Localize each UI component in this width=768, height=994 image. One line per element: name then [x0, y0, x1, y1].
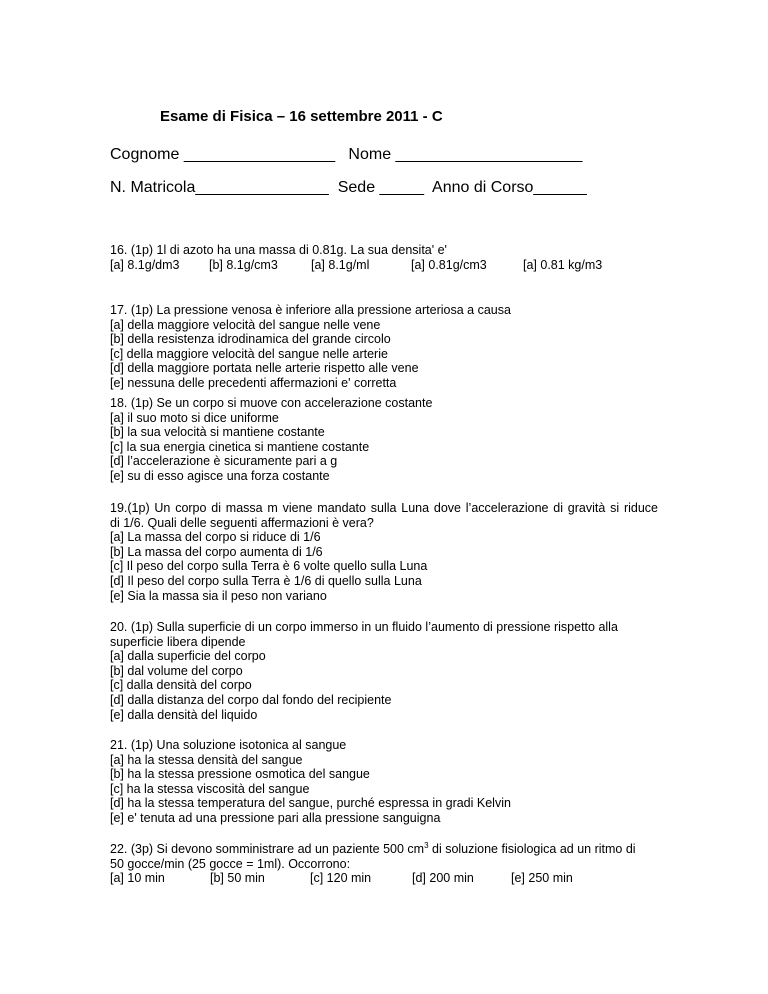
option: [e] nessuna delle precedenti affermazioni e' corretta	[110, 375, 397, 390]
option: [e] dalla densità del liquido	[110, 707, 258, 722]
option: [b] 8.1g/cm3	[209, 257, 278, 272]
option: [d] 200 min	[412, 871, 474, 886]
option: [e] 250 min	[511, 871, 573, 886]
option: [a] il suo moto si dice uniforme	[110, 410, 279, 425]
question-21	[110, 738, 670, 826]
option: [c] della maggiore velocità del sangue nelle arterie	[110, 346, 388, 361]
options-row	[110, 871, 670, 886]
stem-text: 22. (3p) Si devono somministrare ad un paziente 500 cm	[110, 842, 425, 856]
options-row	[110, 258, 670, 273]
option: [d] ha la stessa temperatura del sangue, purché espressa in gradi Kelvin	[110, 796, 511, 811]
option: [e] su di esso agisce una forza costante	[110, 468, 330, 483]
option: [a] 10 min	[110, 871, 165, 886]
option: [a] La massa del corpo si riduce di 1/6	[110, 530, 321, 545]
question-stem: 17. (1p) La pressione venosa è inferiore alla pressione arteriosa a causa	[110, 303, 511, 317]
question-20	[110, 620, 670, 722]
option: [d] Il peso del corpo sulla Terra è 1/6 di quello sulla Luna	[110, 573, 422, 588]
option: [c] ha la stessa viscosità del sangue	[110, 781, 310, 796]
option: [c] dalla densità del corpo	[110, 678, 252, 693]
question-stem-continued: superficie libera dipende	[110, 634, 246, 649]
option: [d] dalla distanza del corpo dal fondo del recipiente	[110, 692, 392, 707]
exam-title: Esame di Fisica – 16 settembre 2011 - C	[160, 108, 443, 125]
option: [b] 50 min	[210, 871, 265, 886]
question-stem-continued: 50 gocce/min (25 gocce = 1ml). Occorrono:	[110, 856, 351, 871]
option: [e] Sia la massa sia il peso non variano	[110, 588, 327, 603]
option: [c] 120 min	[310, 871, 372, 886]
option: [a] 8.1g/ml	[311, 257, 370, 272]
option: [b] della resistenza idrodinamica del grande circolo	[110, 332, 391, 347]
question-stem: 18. (1p) Se un corpo si muove con accelerazione costante	[110, 396, 433, 410]
question-17	[110, 303, 670, 391]
question-18	[110, 396, 670, 484]
option: [a] dalla superficie del corpo	[110, 649, 266, 664]
matricola-fields-row: N. Matricola_______________ Sede _____ Anno di Corso______	[110, 179, 587, 196]
option: [b] ha la stessa pressione osmotica del sangue	[110, 767, 370, 782]
option: [c] la sua energia cinetica si mantiene costante	[110, 439, 370, 454]
question-stem: 16. (1p) 1l di azoto ha una massa di 0.81g. La sua densita' e'	[110, 243, 447, 257]
question-stem: 21. (1p) Una soluzione isotonica al sangue	[110, 738, 347, 752]
option: [d] l’accelerazione è sicuramente pari a g	[110, 454, 338, 469]
superscript: 3	[424, 840, 429, 850]
question-16	[110, 243, 670, 272]
option: [a] ha la stessa densità del sangue	[110, 752, 303, 767]
question-stem: 20. (1p) Sulla superficie di un corpo immerso in un fluido l’aumento di pressione rispetto alla	[110, 620, 618, 634]
question-stem: 19.(1p) Un corpo di massa m viene mandato sulla Luna dove l’accelerazione di gravità si riduce	[110, 501, 658, 515]
option: [e] e' tenuta ad una pressione pari alla pressione sanguigna	[110, 810, 441, 825]
question-stem	[110, 842, 670, 857]
stem-text: di soluzione fisiologica ad un ritmo di	[428, 842, 636, 856]
option: [a] 8.1g/dm3	[110, 257, 180, 272]
question-22	[110, 842, 670, 886]
option: [a] della maggiore velocità del sangue nelle vene	[110, 317, 381, 332]
name-fields-row: Cognome _________________ Nome _____________________	[110, 146, 583, 163]
option: [c] Il peso del corpo sulla Terra è 6 volte quello sulla Luna	[110, 559, 428, 574]
question-stem-continued: di 1/6. Quali delle seguenti affermazioni è vera?	[110, 515, 374, 530]
option: [a] 0.81 kg/m3	[523, 257, 603, 272]
question-19	[110, 501, 658, 603]
option: [b] La massa del corpo aumenta di 1/6	[110, 544, 323, 559]
option: [d] della maggiore portata nelle arterie rispetto alle vene	[110, 361, 419, 376]
option: [a] 0.81g/cm3	[411, 257, 487, 272]
option: [b] la sua velocità si mantiene costante	[110, 425, 325, 440]
option: [b] dal volume del corpo	[110, 663, 243, 678]
